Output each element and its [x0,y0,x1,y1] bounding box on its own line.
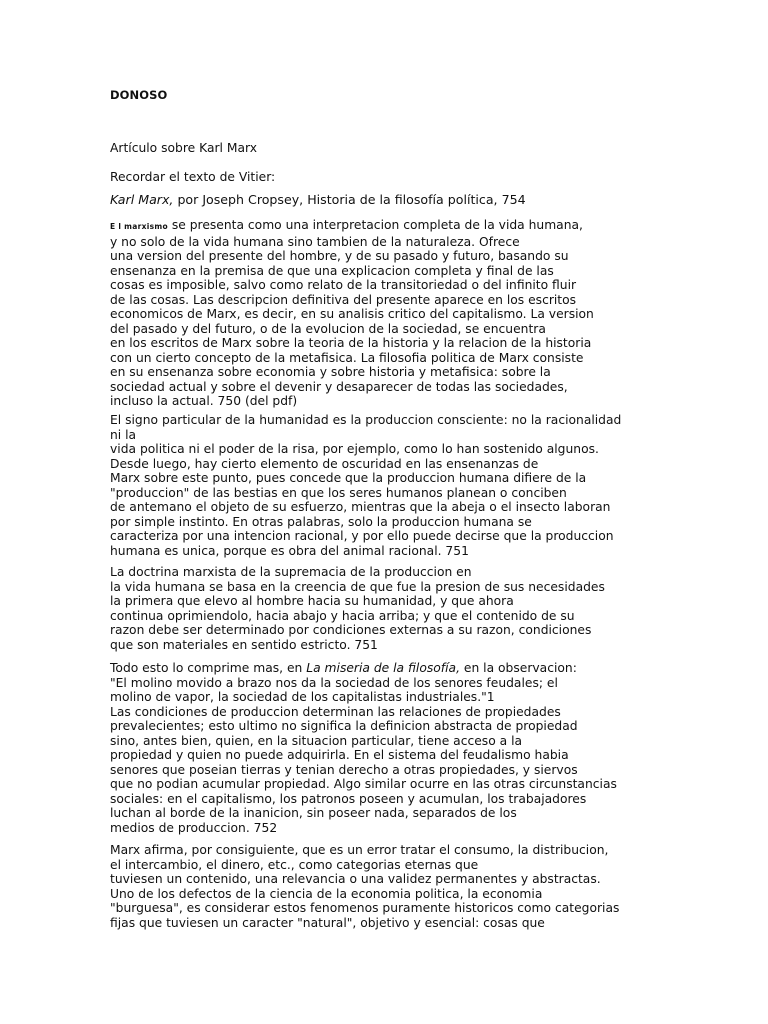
paragraph-4-after: en la observacion: "El molino movido a brazo nos da la sociedad de los senores feudales; el molino de vapor, la sociedad de los capitalistas industriales."1 Las condiciones de produccion determinan las relaciones de propiedades prevalecientes; esto ultimo no significa la definicion abstracta de propiedad sino, antes bien, quien, en la situacion particular, tiene acceso a la propiedad y quien no puede adquirirla. En el sistema del feudalismo habia senores que poseian tierras y tenian derecho a otras propiedades, y siervos que no podian acumular propiedad. Algo similar ocurre en las otras circunstancias sociales: en el capitalismo, los patronos poseen y acumulan, los trabajadores luchan al borde de la inanicion, sin poseer nada, separados de los medios de produccion. 752 [110,661,617,835]
article-subtitle: Artículo sobre Karl Marx [110,141,258,155]
paragraph-5: Marx afirma, por consiguiente, que es un error tratar el consumo, la distribucion, el intercambio, el dinero, etc., como categorias eternas que tuviesen un contenido, una relevancia o una validez permanentes y abstractas. Uno de los defectos de la ciencia de la economia politica, la economia "burguesa", es considerar estos fenomenos puramente historicos como categorias fijas que tuviesen un caracter "natural", objetivo y esencial: cosas que [110,843,620,930]
paragraph-1 [110,218,658,409]
document-heading: DONOSO [110,88,168,102]
citation-source: por Joseph Cropsey, Historia de la filosofía política, 754 [173,192,526,207]
paragraph-1-text: se presenta como una interpretacion completa de la vida humana, y no solo de la vida humana sino tambien de la naturaleza. Ofrece una version del presente del hombre, y de su pasado y futuro, basando su ensenanza en la premisa de que una explicacion completa y final de las cosas es imposible, salvo como relato de la transitoriedad o del infinito fluir de las cosas. Las descripcion definitiva del presente aparece en los escritos economicos de Marx, es decir, en su analisis critico del capitalismo. La version del pasado y del futuro, o de la evolucion de la sociedad, se encuentra en los escritos de Marx sobre la teoria de la historia y la relacion de la historia con un cierto concepto de la metafisica. La filosofia politica de Marx consiste en su ensenanza sobre economia y sobre historia y metafisica: sobre la sociedad actual y sobre el devenir y desaparecer de todas las sociedades, incluso la actual. 750 (del pdf) [110,218,594,408]
paragraph-4 [110,661,658,835]
citation-line [110,193,658,208]
citation-author: Karl Marx, [110,192,174,207]
paragraph-2: El signo particular de la humanidad es la produccion consciente: no la racionalidad ni la vida politica ni el poder de la risa, por ejemplo, como lo han sostenido algunos. Desde luego, hay cierto elemento de oscuridad en las ensenanzas de Marx sobre este punto, pues concede que la produccion humana difiere de la "produccion" de las bestias en que los seres humanos planean o conciben de antemano el objeto de su esfuerzo, mientras que la abeja o el insecto laboran por simple instinto. En otras palabras, solo la produccion humana se caracteriza por una intencion racional, y por ello puede decirse que la produccion humana es unica, porque es obra del animal racional. 751 [110,413,622,558]
note-line: Recordar el texto de Vitier: [110,170,276,184]
paragraph-4-book-title: La miseria de la filosofía, [306,661,460,675]
paragraph-4-before: Todo esto lo comprime mas, en [110,661,307,675]
paragraph-1-lead: E l marxismo [110,222,168,231]
paragraph-3: La doctrina marxista de la supremacia de la produccion en la vida humana se basa en la creencia de que fue la presion de sus necesidades la primera que elevo al hombre hacia su humanidad, y que ahora continua oprimiendolo, hacia abajo y hacia arriba; y que el contenido de su razon debe ser determinado por condiciones externas a su razon, condiciones que son materiales en sentido estricto. 751 [110,565,605,652]
